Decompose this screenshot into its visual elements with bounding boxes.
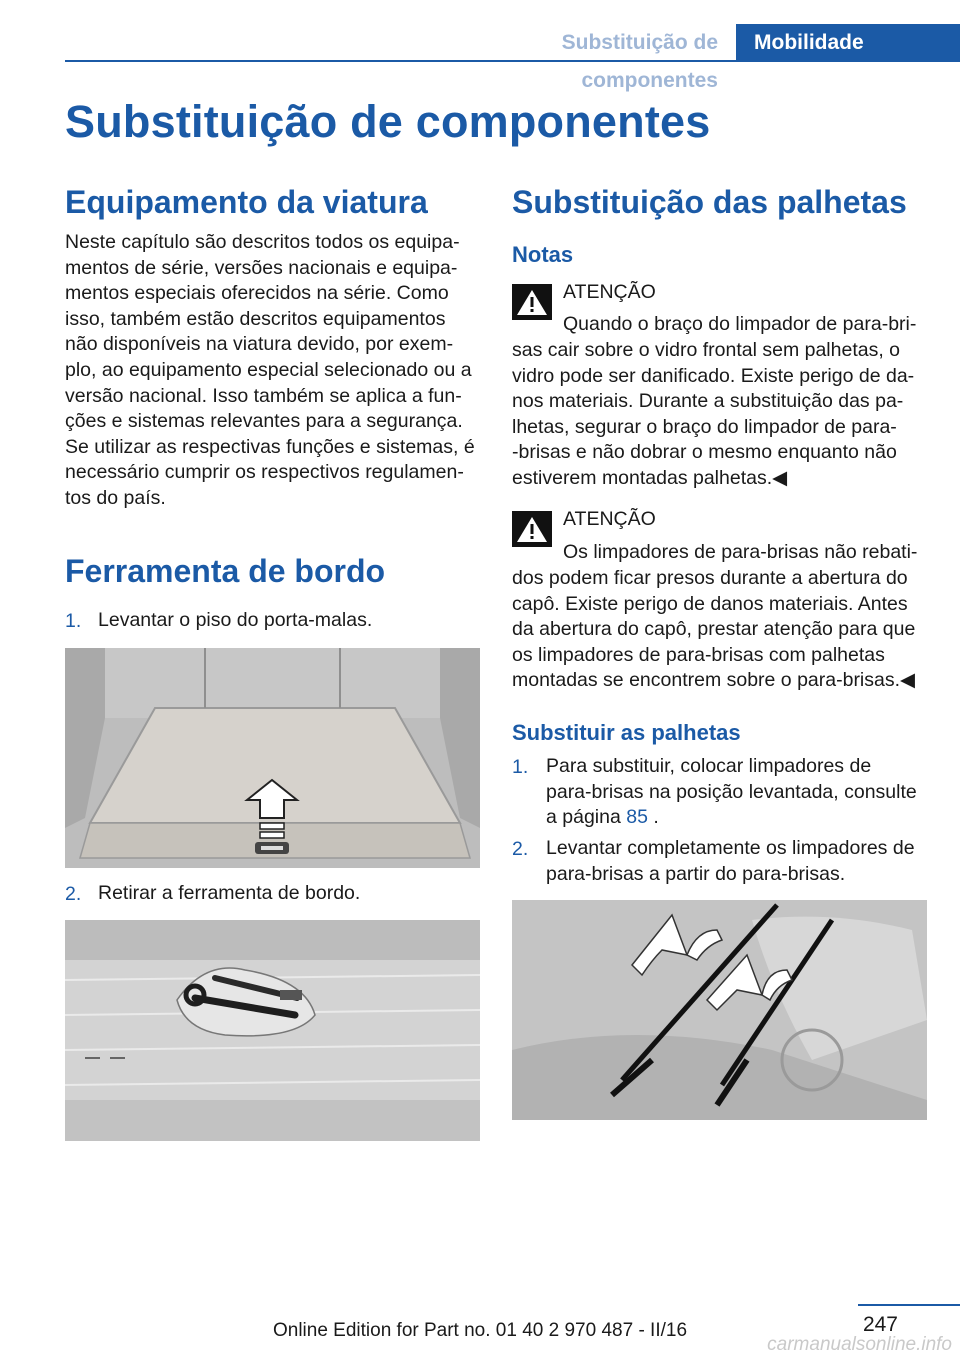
step-number: 1. [512, 756, 529, 778]
text-line: sas cair sobre o vidro frontal sem palhetas, o [512, 339, 901, 361]
text-line: Quando o braço do limpador de para-bri‐ [563, 313, 917, 335]
text-line: ções e sistemas relevantes para a segurança. [65, 410, 463, 433]
heading-notas: Notas [512, 242, 574, 267]
page-number: 247 [862, 1313, 898, 1336]
text-line: Neste capítulo são descritos todos os equipa‐ [65, 231, 460, 253]
equipamento-paragraph [65, 230, 475, 512]
text-fragment: a página [546, 806, 621, 829]
text-line: isso, também estão descritos equipamentos [65, 307, 446, 330]
running-header-section: Substituição de componentes [561, 31, 718, 92]
text-line [546, 805, 917, 831]
heading-substituicao-palhetas: Substituição das palhetas [512, 184, 907, 220]
running-header-chapter: Mobilidade [736, 24, 960, 62]
page-title: Substituição de componentes [65, 96, 711, 147]
text-line: necessário cumprir os respectivos regulamen‐ [65, 461, 464, 484]
wiper-arms-drawing [512, 900, 927, 1120]
text-line: ATENÇÃO [563, 508, 656, 530]
step-number: 1. [65, 610, 82, 632]
text-line: versão nacional. Isso também se aplica a fun‐ [65, 384, 462, 407]
text-line: dos podem ficar presos durante a abertura do [512, 567, 908, 589]
step-number: 2. [512, 838, 529, 860]
watermark: carmanualsonline.info [767, 1334, 952, 1355]
text-line: Se utilizar as respectivas funções e sistemas, é [65, 435, 475, 458]
text-line: ATENÇÃO [563, 281, 656, 303]
step-text [546, 754, 917, 831]
text-line: mentos especiais oferecidos na série. Como [65, 282, 449, 305]
wiper-arms-illustration [512, 900, 927, 1120]
heading-ferramenta: Ferramenta de bordo [65, 553, 386, 589]
text-line: os limpadores de para-brisas com palhetas [512, 643, 885, 666]
text-line: lhetas, segurar o braço do limpador de para‐ [512, 415, 897, 438]
step-number: 2. [65, 883, 82, 905]
warning-2-first-line [563, 540, 917, 566]
text-fragment: . [653, 806, 659, 829]
text-line: plo, ao equipamento especial selecionado ou a [65, 358, 472, 381]
onboard-tools-illustration [65, 920, 480, 1141]
text-line: Para substituir, colocar limpadores de [546, 755, 872, 777]
edition-footer: Online Edition for Part no. 01 40 2 970 487 - II/16 [272, 1320, 688, 1341]
text-line: para-brisas a partir do para-brisas. [546, 862, 846, 885]
trunk-floor-illustration [65, 648, 480, 868]
step-text [98, 881, 360, 907]
text-line: da abertura do capô, prestar atenção para que [512, 618, 916, 641]
warning-1-first-line [563, 312, 916, 338]
text-line: estiverem montadas palhetas.◀ [512, 466, 788, 489]
warning-1-label [563, 280, 656, 306]
text-line: Os limpadores de para-brisas não rebati‐ [563, 541, 918, 563]
text-line: não disponíveis na viatura devido, por exem‐ [65, 333, 454, 356]
text-line: montadas se encontrem sobre o para-brisas.◀ [512, 669, 916, 692]
text-line: vidro pode ser danificado. Existe perigo de da‐ [512, 364, 915, 387]
text-line: Retirar a ferramenta de bordo. [98, 882, 361, 904]
onboard-tools-drawing [65, 920, 480, 1141]
text-line: -brisas e não dobrar o mesmo enquanto não [512, 441, 897, 464]
header-rule [65, 60, 960, 62]
text-line: Levantar o piso do porta-malas. [98, 609, 373, 631]
text-line: nos materiais. Durante a substituição das pa‐ [512, 390, 904, 413]
text-line: tos do país. [65, 486, 166, 509]
step-text [98, 608, 372, 634]
page-reference-link[interactable]: 85 [626, 806, 648, 829]
step-text [546, 836, 915, 887]
text-line: capô. Existe perigo de danos materiais. Antes [512, 592, 908, 615]
warning-2-text [512, 566, 915, 694]
heading-equipamento: Equipamento da viatura [65, 184, 428, 220]
footer-rule [858, 1304, 960, 1306]
text-line: para-brisas na posição levantada, consulte [546, 780, 917, 803]
heading-substituir-palhetas: Substituir as palhetas [512, 720, 741, 745]
trunk-floor-drawing [65, 648, 480, 868]
warning-1-text [512, 338, 914, 492]
warning-2-label [563, 507, 656, 533]
text-line: Levantar completamente os limpadores de [546, 837, 915, 859]
warning-triangle-icon [512, 284, 552, 320]
text-line: mentos de série, versões nacionais e equipa‐ [65, 256, 458, 279]
warning-triangle-icon [512, 511, 552, 547]
